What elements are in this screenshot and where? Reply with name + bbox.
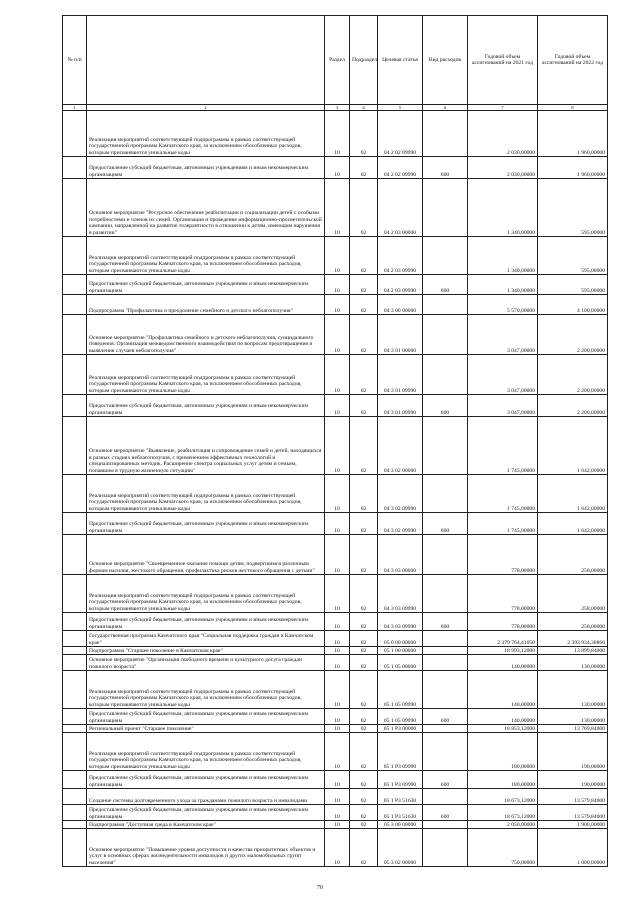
header-num: № п/п <box>63 16 87 105</box>
row-2021-cell: 2 379 764,41050 <box>468 631 538 647</box>
row-name-cell: Предоставление субсидий бюджетным, автономным учреждениям и иным некоммерческим организациям <box>87 275 325 295</box>
column-number: 4 <box>350 105 378 111</box>
table-row <box>63 575 608 613</box>
row-vr-cell <box>423 575 468 613</box>
row-vr-cell <box>423 821 468 829</box>
row-num-cell <box>63 829 87 867</box>
row-podrazdel-cell: 02 <box>350 237 378 275</box>
row-vr-cell: 600 <box>423 805 468 821</box>
row-2022-cell: 595,00000 <box>538 275 608 295</box>
row-podrazdel-cell: 02 <box>350 295 378 315</box>
header-razdel: Раздел <box>325 16 350 105</box>
row-num-cell <box>63 805 87 821</box>
row-cst-cell: 04 2 03 09990 <box>378 275 423 295</box>
row-2022-cell: 13 769,84000 <box>538 725 608 733</box>
row-podrazdel-cell: 02 <box>350 789 378 805</box>
row-podrazdel-cell: 02 <box>350 821 378 829</box>
row-podrazdel-cell: 02 <box>350 771 378 789</box>
row-name-cell: Подпрограмма "Доступная среда в Камчатском крае" <box>87 821 325 829</box>
row-cst-cell: 04 3 02 09990 <box>378 513 423 535</box>
row-2022-cell: 130,00000 <box>538 671 608 709</box>
row-podrazdel-cell: 02 <box>350 631 378 647</box>
row-vr-cell: 600 <box>423 395 468 417</box>
column-number: 1 <box>63 105 87 111</box>
row-2022-cell: 1 642,00000 <box>538 417 608 475</box>
row-podrazdel-cell: 02 <box>350 725 378 733</box>
row-razdel-cell: 10 <box>325 237 350 275</box>
row-razdel-cell: 10 <box>325 179 350 237</box>
table-row <box>63 829 608 867</box>
row-name-cell: Основное мероприятие "Ресурсное обеспечение реабилитации и социализации детей с особыми потребностями и членов их семей. Организация и проведение информационно-просветительской кампании, направленной на развитие толерантности в отношении к детям, имеющим нарушения в развитии" <box>87 179 325 237</box>
row-razdel-cell: 10 <box>325 771 350 789</box>
table-body <box>63 111 608 867</box>
column-number: 7 <box>468 105 538 111</box>
row-num-cell <box>63 789 87 805</box>
row-cst-cell: 05 1 P3 09990 <box>378 733 423 771</box>
row-name-cell: Предоставление субсидий бюджетным, автономным учреждениям и иным некоммерческим организациям <box>87 805 325 821</box>
row-podrazdel-cell: 02 <box>350 709 378 725</box>
row-razdel-cell: 10 <box>325 513 350 535</box>
row-vr-cell <box>423 655 468 671</box>
row-razdel-cell: 10 <box>325 157 350 179</box>
row-podrazdel-cell: 02 <box>350 395 378 417</box>
row-razdel-cell: 10 <box>325 575 350 613</box>
row-podrazdel-cell: 02 <box>350 805 378 821</box>
row-cst-cell: 04 3 03 00000 <box>378 535 423 575</box>
row-name-cell: Создание системы долговременного ухода за гражданами пожилого возраста и инвалидами <box>87 789 325 805</box>
row-2021-cell: 778,00000 <box>468 575 538 613</box>
row-razdel-cell: 10 <box>325 475 350 513</box>
row-name-cell: Реализация мероприятий соответствующей подпрограммы в рамках соответствующей государственной программы Камчатского края, за исключением обособленных расходов, которым присваиваются уникальные коды <box>87 671 325 709</box>
row-name-cell: Подпрограмма "Профилактика и преодоление семейного и детского неблагополучия" <box>87 295 325 315</box>
table-row <box>63 475 608 513</box>
row-podrazdel-cell: 02 <box>350 575 378 613</box>
row-2022-cell: 595,00000 <box>538 179 608 237</box>
row-2022-cell: 190,00000 <box>538 733 608 771</box>
row-num-cell <box>63 417 87 475</box>
row-razdel-cell: 10 <box>325 805 350 821</box>
row-cst-cell: 05 1 P3 51630 <box>378 805 423 821</box>
row-cst-cell: 05 1 05 09990 <box>378 671 423 709</box>
row-vr-cell <box>423 631 468 647</box>
row-name-cell: Предоставление субсидий бюджетным, автономным учреждениям и иным некоммерческим организациям <box>87 513 325 535</box>
row-num-cell <box>63 771 87 789</box>
row-2021-cell: 2 030,00000 <box>468 157 538 179</box>
row-2022-cell: 2 200,00000 <box>538 355 608 395</box>
row-name-cell: Предоставление субсидий бюджетным, автономным учреждениям и иным некоммерческим организациям <box>87 395 325 417</box>
row-num-cell <box>63 725 87 733</box>
row-podrazdel-cell: 02 <box>350 315 378 355</box>
column-number: 5 <box>378 105 423 111</box>
row-num-cell <box>63 295 87 315</box>
row-name-cell: Реализация мероприятий соответствующей подпрограммы в рамках соответствующей государственной программы Камчатского края, за исключением обособленных расходов, которым присваиваются уникальные коды <box>87 733 325 771</box>
row-2022-cell: 13 579,84000 <box>538 805 608 821</box>
table-row <box>63 771 608 789</box>
row-cst-cell: 04 2 03 09990 <box>378 237 423 275</box>
row-name-cell: Реализация мероприятий соответствующей подпрограммы в рамках соответствующей государственной программы Камчатского края, за исключением обособленных расходов, которым присваиваются уникальные коды <box>87 111 325 157</box>
row-name-cell: Реализация мероприятий соответствующей подпрограммы в рамках соответствующей государственной программы Камчатского края, за исключением обособленных расходов, которым присваиваются уникальные коды <box>87 237 325 275</box>
table-row <box>63 631 608 647</box>
table-row <box>63 395 608 417</box>
row-podrazdel-cell: 02 <box>350 613 378 631</box>
row-2022-cell: 13 579,84000 <box>538 789 608 805</box>
row-vr-cell <box>423 535 468 575</box>
row-2022-cell: 130,00000 <box>538 655 608 671</box>
row-num-cell <box>63 315 87 355</box>
row-cst-cell: 04 3 01 00000 <box>378 315 423 355</box>
row-razdel-cell: 10 <box>325 821 350 829</box>
row-num-cell <box>63 535 87 575</box>
row-razdel-cell: 10 <box>325 647 350 655</box>
table-row <box>63 275 608 295</box>
row-2022-cell: 2 393 934,30860 <box>538 631 608 647</box>
row-razdel-cell: 10 <box>325 725 350 733</box>
column-number: 6 <box>423 105 468 111</box>
row-2021-cell: 140,00000 <box>468 709 538 725</box>
row-vr-cell: 600 <box>423 613 468 631</box>
row-vr-cell <box>423 355 468 395</box>
row-razdel-cell: 10 <box>325 613 350 631</box>
row-podrazdel-cell: 02 <box>350 733 378 771</box>
row-podrazdel-cell: 02 <box>350 671 378 709</box>
row-cst-cell: 05 3 00 00000 <box>378 821 423 829</box>
row-podrazdel-cell: 02 <box>350 275 378 295</box>
row-cst-cell: 04 2 02 09990 <box>378 111 423 157</box>
row-cst-cell: 05 1 P3 09990 <box>378 771 423 789</box>
row-num-cell <box>63 655 87 671</box>
row-vr-cell <box>423 295 468 315</box>
row-2022-cell: 1 900,00000 <box>538 821 608 829</box>
row-vr-cell <box>423 733 468 771</box>
row-razdel-cell: 10 <box>325 417 350 475</box>
row-razdel-cell: 10 <box>325 395 350 417</box>
row-razdel-cell: 10 <box>325 111 350 157</box>
table-row <box>63 613 608 631</box>
row-cst-cell: 04 3 00 00000 <box>378 295 423 315</box>
row-vr-cell <box>423 671 468 709</box>
row-vr-cell <box>423 111 468 157</box>
row-num-cell <box>63 475 87 513</box>
row-cst-cell: 04 2 02 09990 <box>378 157 423 179</box>
row-2021-cell: 778,00000 <box>468 535 538 575</box>
row-num-cell <box>63 355 87 395</box>
row-num-cell <box>63 733 87 771</box>
row-2022-cell: 1 000,00000 <box>538 829 608 867</box>
row-2022-cell: 190,00000 <box>538 771 608 789</box>
row-cst-cell: 04 3 03 09990 <box>378 575 423 613</box>
row-2021-cell: 3 047,00000 <box>468 355 538 395</box>
table-row <box>63 655 608 671</box>
row-num-cell <box>63 111 87 157</box>
row-cst-cell: 04 3 03 09990 <box>378 613 423 631</box>
row-2021-cell: 1 340,00000 <box>468 179 538 237</box>
row-name-cell: Основное мероприятие "Своевременное оказание помощи детям, подвергшимся различным формам насилия, жестокого обращения, профилактика рисков жестокого обращения с детьми" <box>87 535 325 575</box>
row-num-cell <box>63 237 87 275</box>
table-row <box>63 671 608 709</box>
row-vr-cell: 600 <box>423 157 468 179</box>
row-vr-cell <box>423 237 468 275</box>
row-podrazdel-cell: 02 <box>350 157 378 179</box>
row-cst-cell: 04 3 01 09990 <box>378 355 423 395</box>
budget-table <box>62 15 608 867</box>
row-razdel-cell: 10 <box>325 829 350 867</box>
table-row <box>63 513 608 535</box>
budget-table-page <box>62 15 607 867</box>
row-2022-cell: 595,00000 <box>538 237 608 275</box>
table-row <box>63 725 608 733</box>
row-2021-cell: 18 993,12000 <box>468 647 538 655</box>
row-cst-cell: 05 1 05 00000 <box>378 655 423 671</box>
header-2021: Годовой объем ассигнований на 2021 год <box>468 16 538 105</box>
table-row <box>63 111 608 157</box>
table-row <box>63 237 608 275</box>
row-num-cell <box>63 157 87 179</box>
table-row <box>63 789 608 805</box>
row-2022-cell: 258,00000 <box>538 613 608 631</box>
row-name-cell: Государственная программа Камчатского края "Социальная поддержка граждан в Камчатском крае" <box>87 631 325 647</box>
row-name-cell: Предоставление субсидий бюджетным, автономным учреждениям и иным некоммерческим организациям <box>87 613 325 631</box>
row-vr-cell <box>423 179 468 237</box>
row-2021-cell: 180,00000 <box>468 771 538 789</box>
table-row <box>63 157 608 179</box>
row-razdel-cell: 10 <box>325 355 350 395</box>
row-name-cell: Реализация мероприятий соответствующей подпрограммы в рамках соответствующей государственной программы Камчатского края, за исключением обособленных расходов, которым присваиваются уникальные коды <box>87 355 325 395</box>
row-num-cell <box>63 395 87 417</box>
row-num-cell <box>63 671 87 709</box>
row-num-cell <box>63 575 87 613</box>
row-cst-cell: 04 3 02 00000 <box>378 417 423 475</box>
row-2021-cell: 18 673,12000 <box>468 789 538 805</box>
row-2021-cell: 1 340,00000 <box>468 275 538 295</box>
column-number: 3 <box>325 105 350 111</box>
row-2022-cell: 1 960,00000 <box>538 111 608 157</box>
row-razdel-cell: 10 <box>325 655 350 671</box>
table-row <box>63 709 608 725</box>
row-2021-cell: 18 853,12000 <box>468 725 538 733</box>
table-row <box>63 821 608 829</box>
row-name-cell: Основное мероприятие "Выявление, реабилитация и сопровождение семей и детей, находящихся в разных стадиях неблагополучия, с применением эффективных технологий и специализированных методик. Расширение спектра социальных услуг детям и семьям, попавшим в трудную жизненную ситуацию" <box>87 417 325 475</box>
row-num-cell <box>63 275 87 295</box>
row-num-cell <box>63 613 87 631</box>
row-name-cell: Предоставление субсидий бюджетным, автономным учреждениям и иным некоммерческим организациям <box>87 771 325 789</box>
table-row <box>63 315 608 355</box>
table-row <box>63 733 608 771</box>
row-vr-cell <box>423 725 468 733</box>
row-vr-cell: 600 <box>423 513 468 535</box>
row-cst-cell: 04 2 03 00000 <box>378 179 423 237</box>
row-razdel-cell: 10 <box>325 631 350 647</box>
column-number: 2 <box>87 105 325 111</box>
row-2021-cell: 140,00000 <box>468 655 538 671</box>
table-row <box>63 417 608 475</box>
row-2022-cell: 1 960,00000 <box>538 157 608 179</box>
row-2022-cell: 13 899,84000 <box>538 647 608 655</box>
row-2021-cell: 1 745,00000 <box>468 475 538 513</box>
table-row <box>63 805 608 821</box>
row-2021-cell: 2 050,00000 <box>468 821 538 829</box>
row-2021-cell: 3 047,00000 <box>468 315 538 355</box>
row-num-cell <box>63 513 87 535</box>
row-name-cell: Реализация мероприятий соответствующей подпрограммы в рамках соответствующей государственной программы Камчатского края, за исключением обособленных расходов, которым присваиваются уникальные коды <box>87 575 325 613</box>
row-vr-cell <box>423 315 468 355</box>
row-2022-cell: 2 200,00000 <box>538 315 608 355</box>
row-2022-cell: 2 200,00000 <box>538 395 608 417</box>
row-cst-cell: 04 3 02 09990 <box>378 475 423 513</box>
row-podrazdel-cell: 02 <box>350 829 378 867</box>
row-2021-cell: 140,00000 <box>468 671 538 709</box>
row-2022-cell: 1 642,00000 <box>538 475 608 513</box>
row-podrazdel-cell: 02 <box>350 355 378 395</box>
header-podrazdel: Подраздел <box>350 16 378 105</box>
row-name-cell: Предоставление субсидий бюджетным, автономным учреждениям и иным некоммерческим организациям <box>87 709 325 725</box>
row-2021-cell: 180,00000 <box>468 733 538 771</box>
row-podrazdel-cell: 02 <box>350 179 378 237</box>
column-number: 8 <box>538 105 608 111</box>
row-cst-cell: 05 1 P3 51630 <box>378 789 423 805</box>
header-vr: Вид расходов <box>423 16 468 105</box>
row-num-cell <box>63 709 87 725</box>
table-row <box>63 179 608 237</box>
row-2021-cell: 1 340,00000 <box>468 237 538 275</box>
row-podrazdel-cell: 02 <box>350 513 378 535</box>
table-row <box>63 647 608 655</box>
page-number: 70 <box>317 885 323 891</box>
row-podrazdel-cell: 02 <box>350 655 378 671</box>
row-cst-cell: 05 1 00 00000 <box>378 647 423 655</box>
row-num-cell <box>63 647 87 655</box>
row-podrazdel-cell: 02 <box>350 535 378 575</box>
row-2022-cell: 4 100,00000 <box>538 295 608 315</box>
row-2021-cell: 1 745,00000 <box>468 513 538 535</box>
header-2022: Годовой объем ассигнований на 2022 год <box>538 16 608 105</box>
row-name-cell: Основное мероприятие "Профилактика семейного и детского неблагополучия, суицидального поведения. Организация межведомственного взаимодействия по вопросам предотвращения и выявления случаев неблагополучия" <box>87 315 325 355</box>
row-2022-cell: 258,00000 <box>538 535 608 575</box>
row-2022-cell: 130,00000 <box>538 709 608 725</box>
row-2021-cell: 3 047,00000 <box>468 395 538 417</box>
row-2021-cell: 778,00000 <box>468 613 538 631</box>
row-podrazdel-cell: 02 <box>350 417 378 475</box>
row-cst-cell: 04 3 01 09990 <box>378 395 423 417</box>
row-razdel-cell: 10 <box>325 535 350 575</box>
row-2022-cell: 1 642,00000 <box>538 513 608 535</box>
row-2021-cell: 5 570,00000 <box>468 295 538 315</box>
row-num-cell <box>63 179 87 237</box>
row-cst-cell: 05 1 05 09990 <box>378 709 423 725</box>
row-2021-cell: 1 745,00000 <box>468 417 538 475</box>
row-vr-cell <box>423 829 468 867</box>
header-cst: Целевая статья <box>378 16 423 105</box>
row-vr-cell <box>423 647 468 655</box>
row-name-cell: Региональный проект "Старшее поколение" <box>87 725 325 733</box>
row-podrazdel-cell: 02 <box>350 475 378 513</box>
row-vr-cell <box>423 475 468 513</box>
row-razdel-cell: 10 <box>325 295 350 315</box>
row-vr-cell <box>423 417 468 475</box>
header-name <box>87 16 325 105</box>
table-row <box>63 535 608 575</box>
row-name-cell: Основное мероприятие "Повышение уровня доступности и качества приоритетных объектов и услуг в основных сферах жизнедеятельности инвалидов и других маломобильных групп населения" <box>87 829 325 867</box>
row-2021-cell: 2 030,00000 <box>468 111 538 157</box>
row-cst-cell: 05 0 00 00000 <box>378 631 423 647</box>
row-razdel-cell: 10 <box>325 789 350 805</box>
row-razdel-cell: 10 <box>325 733 350 771</box>
row-vr-cell: 600 <box>423 709 468 725</box>
row-podrazdel-cell: 02 <box>350 111 378 157</box>
table-row <box>63 295 608 315</box>
row-razdel-cell: 10 <box>325 275 350 295</box>
row-name-cell: Основное мероприятие "Организация свободного времени и культурного досуга граждан пожилого возраста" <box>87 655 325 671</box>
row-razdel-cell: 10 <box>325 315 350 355</box>
row-vr-cell <box>423 789 468 805</box>
row-vr-cell: 600 <box>423 275 468 295</box>
row-num-cell <box>63 631 87 647</box>
row-razdel-cell: 10 <box>325 671 350 709</box>
row-2021-cell: 18 673,12000 <box>468 805 538 821</box>
row-cst-cell: 05 3 02 00000 <box>378 829 423 867</box>
row-vr-cell: 600 <box>423 771 468 789</box>
header-row <box>63 16 608 105</box>
table-row <box>63 355 608 395</box>
row-podrazdel-cell: 02 <box>350 647 378 655</box>
row-2022-cell: 258,00000 <box>538 575 608 613</box>
row-2021-cell: 750,00000 <box>468 829 538 867</box>
row-num-cell <box>63 821 87 829</box>
row-name-cell: Предоставление субсидий бюджетным, автономным учреждениям и иным некоммерческим организациям <box>87 157 325 179</box>
row-cst-cell: 05 1 P3 00000 <box>378 725 423 733</box>
row-razdel-cell: 10 <box>325 709 350 725</box>
row-name-cell: Подпрограмма "Старшее поколение в Камчатском крае" <box>87 647 325 655</box>
row-name-cell: Реализация мероприятий соответствующей подпрограммы в рамках соответствующей государственной программы Камчатского края, за исключением обособленных расходов, которым присваиваются уникальные коды <box>87 475 325 513</box>
